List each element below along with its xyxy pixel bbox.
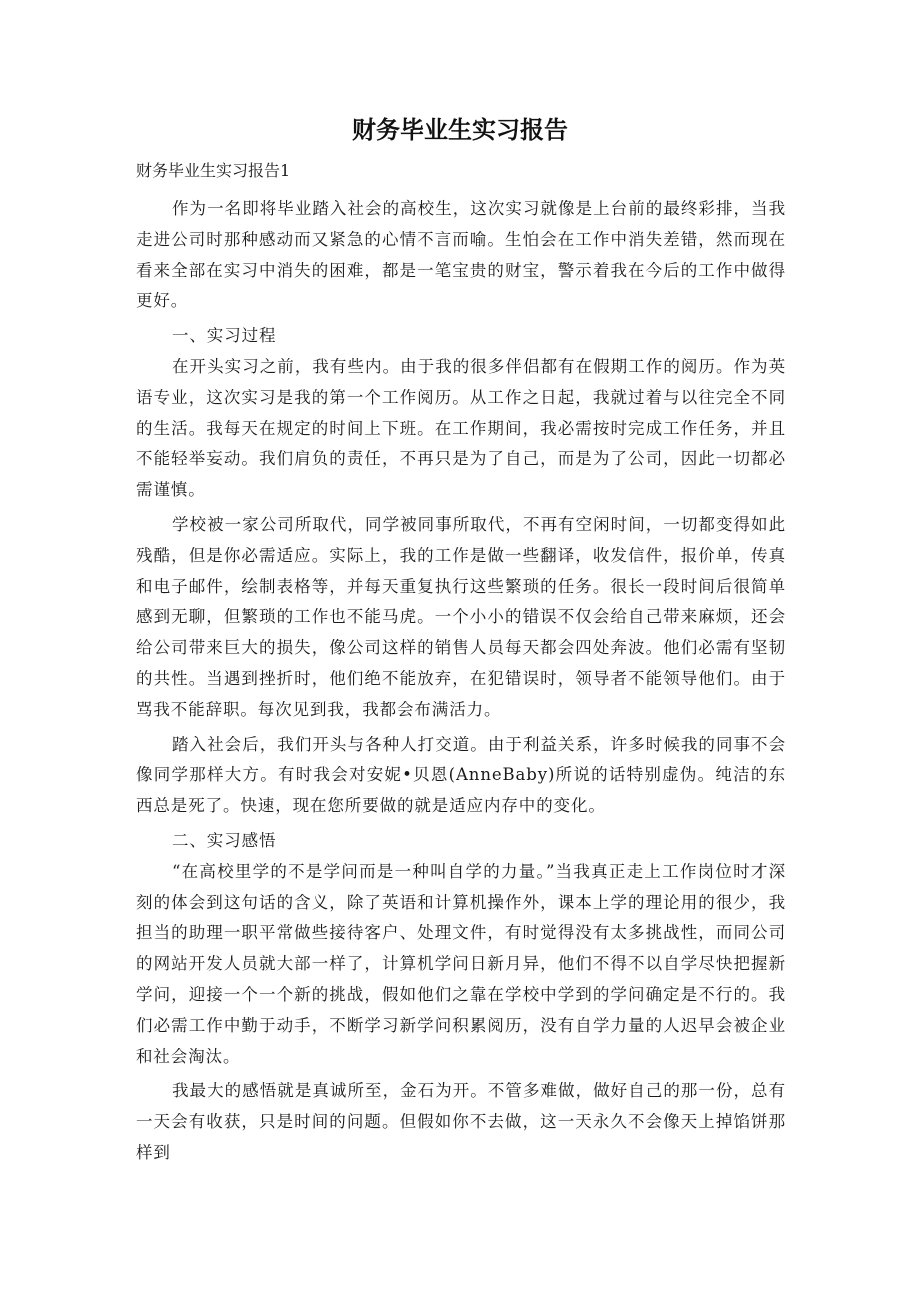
document-title: 财务毕业生实习报告 bbox=[352, 116, 568, 144]
paragraph-insights-1: “在高校里学的不是学问而是一种叫自学的力量。”当我真正走上工作岗位时才深刻的体会到这句话的含义，除了英语和计算机操作外，课本上学的理论用的很少，我担当的助理一职平常做些接待客户、处理文件，有时觉得没有太多挑战性，而同公司的网站开发人员就大部一样了，计算机学问日新月异，他们不得不以自学尽快把握新学问，迎接一个一个新的挑战，假如他们之靠在学校中学到的学问确定是不行的。我们必需工作中勤于动手，不断学习新学问积累阅历，没有自学力量的人迟早会被企业和社会淘汰。 bbox=[136, 861, 786, 1066]
section-heading-process: 一、实习过程 bbox=[172, 326, 277, 346]
document-subtitle: 财务毕业生实习报告1 bbox=[136, 161, 291, 180]
paragraph-process-2: 学校被一家公司所取代，同学被同事所取代，不再有空闲时间，一切都变得如此残酷，但是你必需适应。实际上，我的工作是做一些翻译，收发信件，报价单，传真和电子邮件，绘制表格等，并每天重复执行这些繁琐的任务。很长一段时间后很简单感到无聊，但繁琐的工作也不能马虎。一个小小的错误不仅会给自己带来麻烦，还会给公司带来巨大的损失，像公司这样的销售人员每天都会四处奔波。他们必需有坚韧的共性。当遇到挫折时，他们绝不能放弃，在犯错误时，领导者不能领导他们。由于骂我不能辞职。每次见到我，我都会布满活力。 bbox=[136, 514, 786, 719]
paragraph-process-1: 在开头实习之前，我有些内。由于我的很多伴侣都有在假期工作的阅历。作为英语专业，这次实习是我的第一个工作阅历。从工作之日起，我就过着与以往完全不同的生活。我每天在规定的时间上下班。在工作期间，我必需按时完成工作任务，并且不能轻举妄动。我们肩负的责任，不再只是为了自己，而是为了公司，因此一切都必需谨慎。 bbox=[136, 356, 786, 500]
section-heading-insights: 二、实习感悟 bbox=[172, 830, 277, 850]
paragraph-process-3: 踏入社会后，我们开头与各种人打交道。由于利益关系，许多时候我的同事不会像同学那样大方。有时我会对安妮•贝恩(AnneBaby)所说的话特别虚伪。纯洁的东西总是死了。快速，现在您所要做的就是适应内存中的变化。 bbox=[136, 734, 786, 816]
paragraph-intro: 作为一名即将毕业踏入社会的高校生，这次实习就像是上台前的最终彩排，当我走进公司时那种感动而又紧急的心情不言而喻。生怕会在工作中消失差错，然而现在看来全部在实习中消失的困难，都是一笔宝贵的财宝，警示着我在今后的工作中做得更好。 bbox=[136, 199, 786, 311]
document-body bbox=[136, 194, 786, 1169]
paragraph-insights-2: 我最大的感悟就是真诚所至，金石为开。不管多难做，做好自己的那一份，总有一天会有收获，只是时间的问题。但假如你不去做，这一天永久不会像天上掉馅饼那样到 bbox=[136, 1081, 786, 1162]
